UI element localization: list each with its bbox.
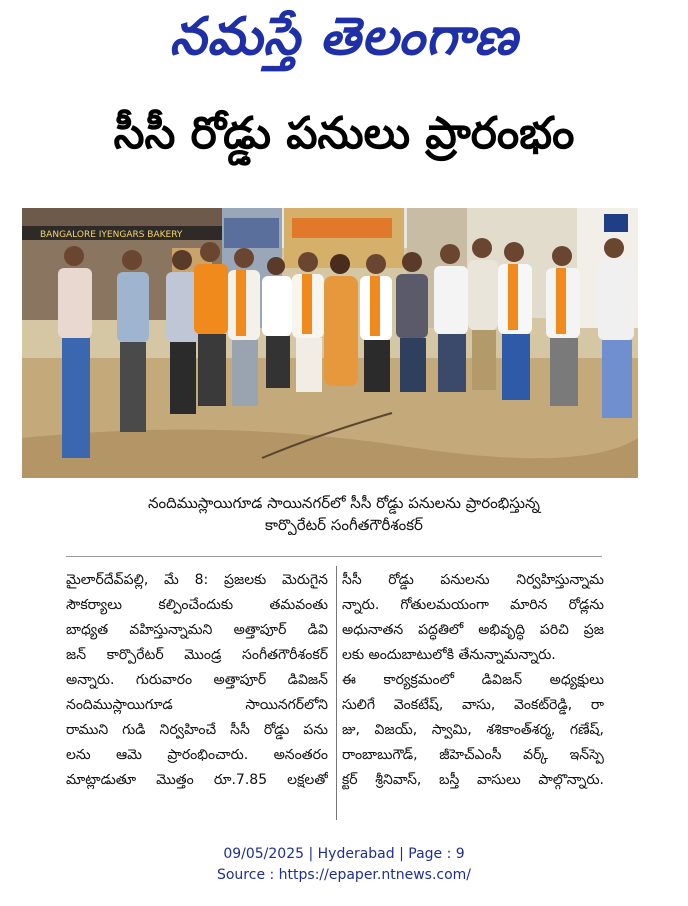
article-column-left: [66, 568, 328, 793]
article-line: లకు అందుబాటులోకి తేనున్నామన్నారు.: [342, 647, 556, 663]
article-line: ఈ కార్యక్రమంలో డివిజన్ అధ్యక్షులు: [342, 672, 604, 688]
article-line: నందిముస్లాయిగూడ సాయినగర్‌లోని: [66, 697, 328, 713]
article-line: రాముని గుడి నిర్వహించే సీసీ రోడ్డు పను: [66, 722, 328, 738]
article-photo: [22, 208, 638, 478]
article-line: అన్నారు. గురువారం అత్తాపూర్ డివిజన్: [66, 672, 328, 688]
article-line: మైలార్‌దేవ్‌పల్లి, మే 8: ప్రజలకు మెరుగైన: [66, 572, 328, 588]
article-line: మాట్లాడుతూ మొత్తం రూ.7.85 లక్షలతో: [66, 772, 328, 788]
page-footer: [0, 844, 688, 886]
article-line: జు, విజయ్, స్వామి, శశికాంత్‌శర్మ, గణేష్,: [342, 722, 604, 738]
shop-sign-text: BANGALORE IYENGARS BAKERY: [40, 230, 183, 240]
article-line: అధునాతన పద్ధతిలో అభివృద్ధి పరిచి ప్రజ: [342, 622, 604, 638]
caption-divider: [66, 556, 602, 557]
caption-line: కార్పొరేటర్ సంగీతగౌరీశంకర్: [265, 516, 423, 534]
article-line: జన్ కార్పొరేటర్ మొండ్ర సంగీతగౌరీశంకర్: [66, 647, 328, 663]
photo-caption: [0, 492, 688, 536]
article-headline: సీసీ రోడ్డు పనులు ప్రారంభం: [113, 108, 575, 159]
masthead: [0, 8, 688, 78]
article-column-right: [342, 568, 604, 793]
footer-source-link[interactable]: Source : https://epaper.ntnews.com/: [216, 867, 472, 883]
footer-date-edition: 09/05/2025 | Hyderabad | Page : 9: [223, 846, 465, 862]
newspaper-logo-title: నమస్తే తెలంగాణ: [169, 6, 519, 67]
article-line: సౌకర్యాలు కల్పించేందుకు తమవంతు: [66, 597, 328, 613]
article-line: న్నారు. గోతులమయంగా మారిన రోడ్లను: [342, 597, 604, 613]
column-divider: [336, 566, 337, 820]
article-line: క్టర్ శ్రీనివాస్, బస్తీ వాసులు పాల్గొన్నారు.: [342, 772, 604, 788]
article-line: సులిగే వెంకటేష్, వాసు, వెంకట్‌రెడ్డి, రా: [342, 697, 604, 713]
caption-line: నందిముస్లాయిగూడ సాయినగర్‌లో సీసీ రోడ్డు పనులను ప్రారంభిస్తున్న: [147, 494, 540, 512]
article-line: సీసీ రోడ్డు పనులను నిర్వహిస్తున్నామ: [342, 572, 604, 588]
article-line: లను ఆమె ప్రారంభించారు. అనంతరం: [66, 747, 328, 763]
article-line: రాంబాబుగౌడ్, జీహెచ్‌ఎంసీ వర్క్ ఇన్‌స్పె: [342, 747, 604, 763]
article-line: బాధ్యత వహిస్తున్నామని అత్తాపూర్ డివి: [66, 622, 328, 638]
